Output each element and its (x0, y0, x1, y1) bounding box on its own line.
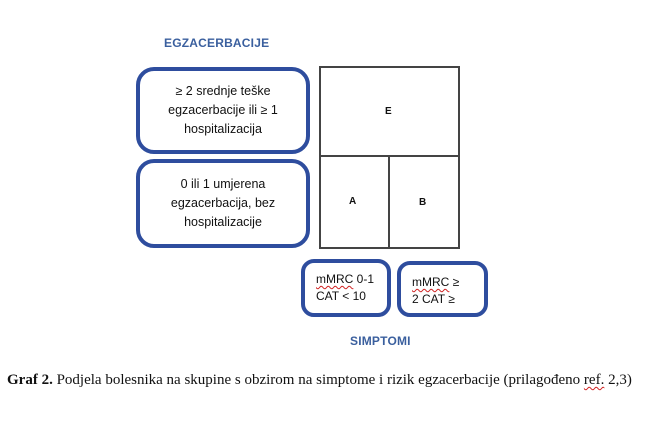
figure-caption (7, 371, 652, 389)
caption-ref-word: ref. (583, 372, 605, 388)
grid-top-border (319, 66, 460, 68)
high-risk-line-1: ≥ 2 srednje teške (175, 84, 271, 98)
symptoms-heading: SIMPTOMI (350, 334, 411, 348)
caption-text: Podjela bolesnika na skupine s obzirom na simptome i rizik egzacerbacije (prilagođeno (52, 372, 584, 388)
high-risk-line-2: egzacerbacije ili ≥ 1 (168, 103, 278, 117)
low-risk-line-1: 0 ili 1 umjerena (180, 177, 266, 191)
grid-lower-divider (388, 155, 390, 249)
low-symptoms-cat: CAT < 10 (316, 289, 366, 303)
low-risk-line-3: hospitalizacije (184, 215, 262, 229)
group-b-label: B (419, 197, 427, 208)
high-symptoms-mmrc-scale: mMRC (412, 275, 450, 289)
caption-ref-numbers: 2,3) (604, 372, 632, 388)
low-risk-line-2: egzacerbacija, bez (170, 196, 276, 210)
low-symptoms-mmrc-value: 0-1 (353, 272, 375, 286)
low-symptoms-mmrc-scale: mMRC (316, 272, 354, 286)
grid-right-border (458, 66, 460, 249)
group-a-label: A (349, 196, 357, 207)
high-symptoms-cat: 2 CAT ≥ (412, 292, 455, 306)
low-symptoms-mmrc (316, 271, 387, 288)
group-e-label: E (385, 106, 392, 117)
high-risk-line-3: hospitalizacija (184, 122, 262, 136)
grid-left-border (319, 66, 321, 249)
high-symptoms-mmrc-value: ≥ (449, 275, 460, 289)
low-exacerbation-risk-box (136, 159, 310, 248)
caption-label: Graf 2. (7, 372, 53, 388)
low-symptoms-box (301, 259, 391, 317)
high-symptoms-mmrc (412, 274, 484, 291)
exacerbations-heading: EGZACERBACIJE (164, 36, 270, 50)
high-symptoms-box (397, 261, 488, 317)
high-exacerbation-risk-box (136, 67, 310, 154)
